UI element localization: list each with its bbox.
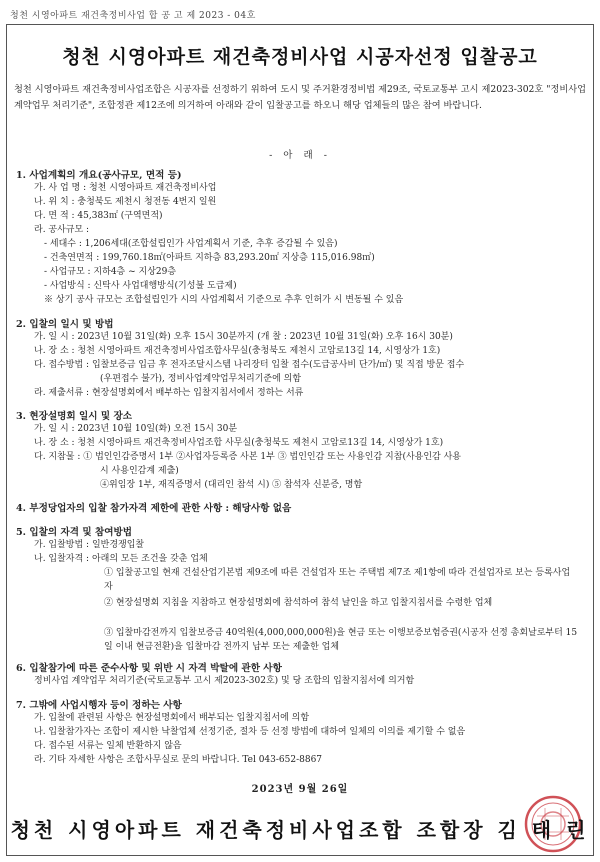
s2-datetime: 가. 일 시 : 2023년 10월 31일(화) 오후 15시 30분까지 (개 찰 : 2023년 10월 31일(화) 오후 16시 30분) <box>34 332 453 342</box>
s1-scale-label: 라. 공사규모 : <box>34 225 90 235</box>
section-2-heading: 2. 입찰의 일시 및 방법 <box>16 319 114 330</box>
announcement-date: 2023년 9월 26일 <box>251 784 349 795</box>
section-7-heading: 7. 그밖에 사업시행자 등이 정하는 사항 <box>16 700 182 711</box>
s1-area: 다. 면 적 : 45,383㎡ (구역면적) <box>34 211 163 221</box>
signature-line: 청천 시영아파트 재건축정비사업조합 조합장 김 태 린 <box>10 818 590 842</box>
section-5-heading: 5. 입찰의 자격 및 참여방법 <box>16 527 133 538</box>
s1-floors: - 사업규모 : 지하4층 ~ 지상29층 <box>44 267 177 277</box>
s1-location: 나. 위 치 : 충청북도 제천시 청전동 4번지 일원 <box>34 197 217 207</box>
s5-condition-2: ② 현장설명회 지침을 지참하고 현장설명회에 참석하여 참석 날인을 하고 입찰지침서를 수령한 업체 <box>104 598 493 608</box>
s1-note: ※ 상기 공사 규모는 조합설립인가 시의 사업계획서 기준으로 추후 인허가 시 변동될 수 있음 <box>44 295 404 305</box>
section-6-heading: 6. 입찰참가에 따른 준수사항 및 위반 시 자격 박탈에 관한 사항 <box>16 663 282 674</box>
section-3-heading: 3. 현장설명회 일시 및 장소 <box>16 411 133 422</box>
section-1-heading: 1. 사업계획의 개요(공사규모, 면적 등) <box>16 170 182 181</box>
s2-place: 나. 장 소 : 청천 시영아파트 재건축정비사업조합사무실(충청북도 제천시 고암로13길 14, 시영상가 1호) <box>34 346 441 356</box>
s2-method-cont: (우편접수 불가), 정비사업계약업무처리기준에 의함 <box>100 374 302 384</box>
s1-households: - 세대수 : 1,206세대(조합설립인가 사업계획서 기준, 추후 증감될 수 있음) <box>44 239 338 249</box>
s7-item-b: 나. 입찰참가자는 조합이 제시한 낙찰업체 선정기준, 절차 등 선정 방법에 대하여 일체의 이의를 제기할 수 없음 <box>34 727 466 737</box>
s1-floor-area: - 건축연면적 : 199,760.18㎡(아파트 지하층 83,293.20㎡ 지상층 115,016.98㎡) <box>44 253 375 263</box>
s3-place: 나. 장 소 : 청천 시영아파트 재건축정비사업조합 사무실(충청북도 제천시 고암로13길 14, 시영상가 1호) <box>34 438 444 448</box>
intro-paragraph: 청천 시영아파트 재건축정비사업조합은 시공자를 선정하기 위하여 도시 및 주거환경정비법 제29조, 국토교통부 고시 제2023-302호 "정비사업 계약업무 처리기준", 조합정관 제12조에 의거하여 아래와 같이 입찰공고를 하오니 해당 업체들의 많은 참여 바랍니다. <box>14 84 586 111</box>
s5-qualification: 나. 입찰자격 : 아래의 모든 조건을 갖춘 업체 <box>34 554 208 564</box>
s1-project-name: 가. 사 업 명 : 청천 시영아파트 재건축정비사업 <box>34 183 217 193</box>
s6-text: 정비사업 계약업무 처리기준(국토교통부 고시 제2023-302호) 및 당 조합의 입찰지침서에 의거함 <box>34 676 415 686</box>
notice-number: 청천 시영아파트 재건축정비사업 합 공 고 제 2023 - 04호 <box>10 11 256 21</box>
s5-condition-1: ① 입찰공고일 현재 건설산업기본법 제9조에 따른 건설업자 또는 주택법 제7조 제1항에 따라 건설업자로 보는 등록사업자 <box>104 568 571 592</box>
s7-item-a: 가. 입찰에 관련된 사항은 현장설명회에서 배부되는 입찰지침서에 의함 <box>34 713 310 723</box>
s5-condition-3: ③ 입찰마감전까지 입찰보증금 40억원(4,000,000,000원)을 현금 또는 이행보증보험증권(시공자 선정 총회날로부터 15일 이내 현금전환)을 입찰마감 전까지 납부 또는 제출한 업체 <box>104 628 578 652</box>
s5-bid-method: 가. 입찰방법 : 일반경쟁입찰 <box>34 540 145 550</box>
section-4-heading: 4. 부정당업자의 입찰 참가자격 제한에 관한 사항 : 해당사항 없음 <box>16 503 292 514</box>
s3-items-more: ④위임장 1부, 재직증명서 (대리인 참석 시) ⑤ 참석자 신분증, 명함 <box>100 480 363 490</box>
s3-items: 다. 지참물 : ① 법인인감증명서 1부 ②사업자등록증 사본 1부 ③ 법인인감 또는 사용인감 지참(사용인감 사용 <box>34 452 461 462</box>
s3-datetime: 가. 일 시 : 2023년 10월 10일(화) 오전 15시 30분 <box>34 424 238 434</box>
page-title: 청천 시영아파트 재건축정비사업 시공자선정 입찰공고 <box>62 46 538 68</box>
s1-method: - 사업방식 : 신탁사 사업대행방식(기성불 도급제) <box>44 281 237 291</box>
s3-items-cont: 시 사용인감계 제출) <box>100 466 179 476</box>
s7-item-d: 라. 기타 자세한 사항은 조합사무실로 문의 바랍니다. Tel 043-652-8867 <box>34 755 323 765</box>
s7-item-c: 다. 접수된 서류는 일체 반환하지 않음 <box>34 741 182 751</box>
s2-method: 다. 접수방법 : 입찰보증금 입금 후 전자조달시스템 나리장터 입찰 접수(도급공사비 단가/㎡) 및 직접 방문 접수 <box>34 360 465 370</box>
s2-documents: 라. 제출서류 : 현장설명회에서 배부하는 입찰지침서에서 정하는 서류 <box>34 388 304 398</box>
below-label: - 아 래 - <box>269 150 331 161</box>
